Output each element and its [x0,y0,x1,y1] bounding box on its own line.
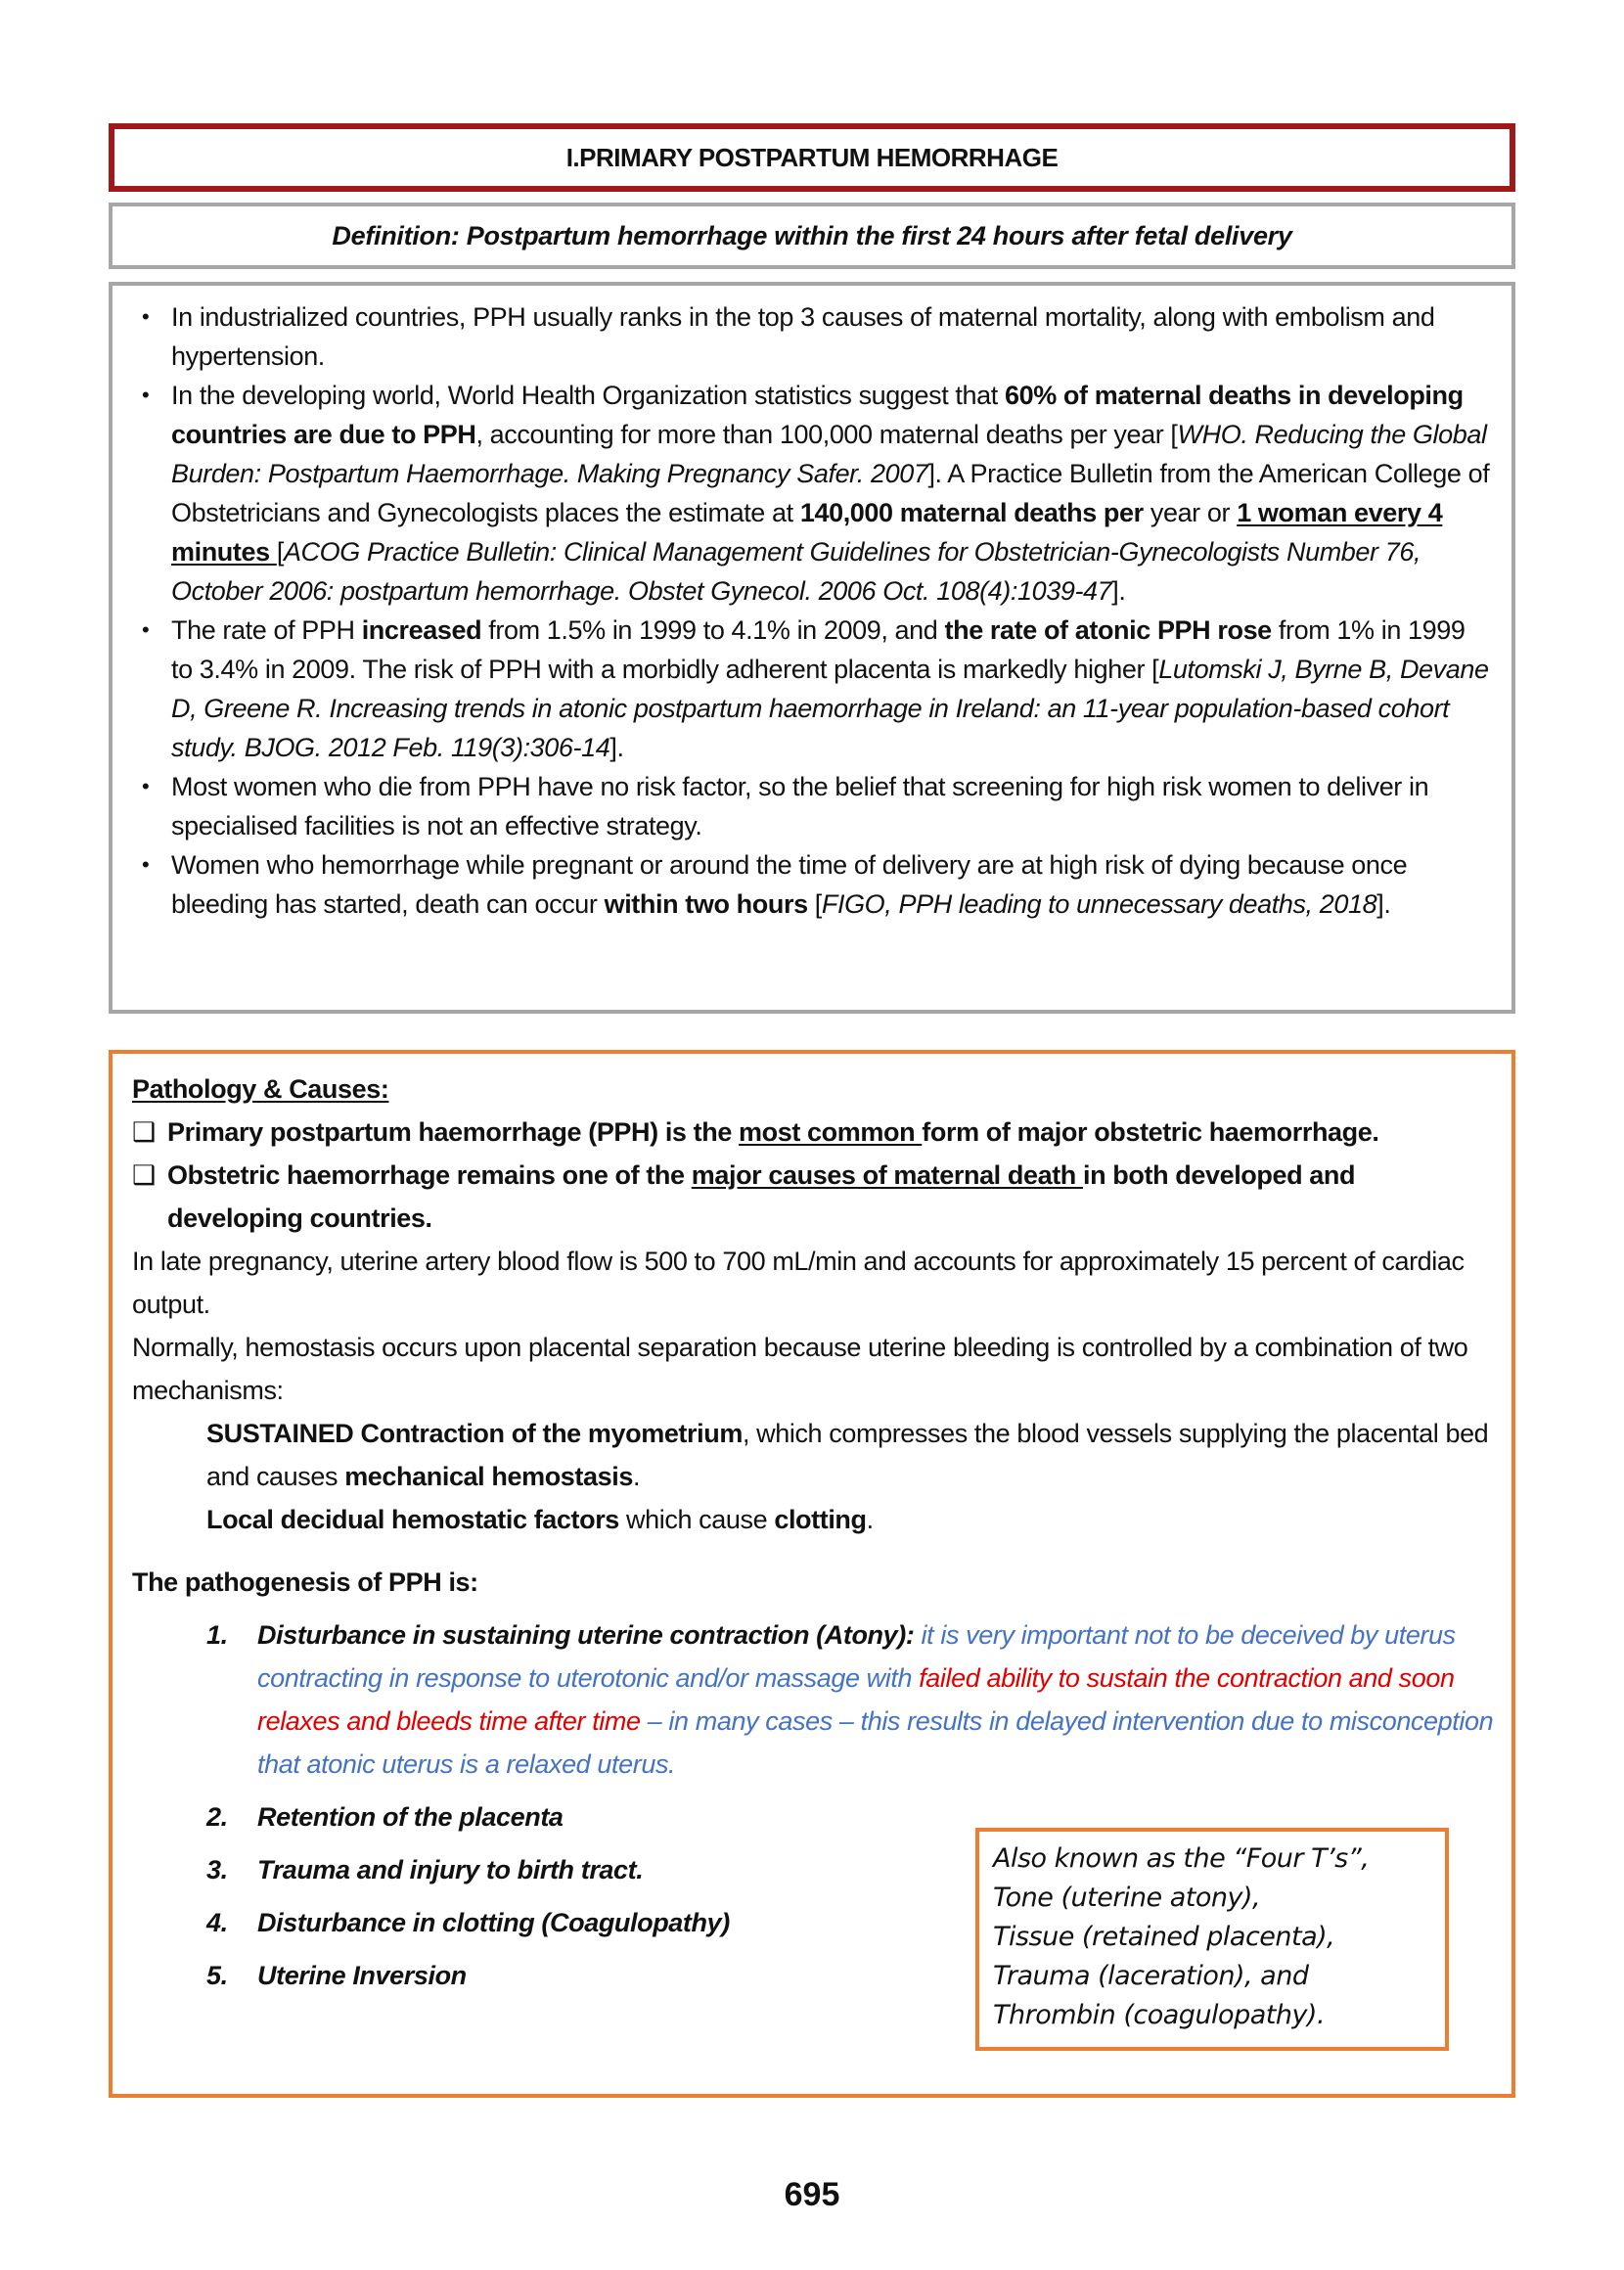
bullet-text-run: from 1% in 1999 to 3.4% in 2009. The risk of PPH with a morbidly adherent placenta is markedly higher [ [171,615,1466,684]
four-ts-line: Tissue (retained placenta), [993,1922,1335,1952]
bullet-text-run: from 1.5% in 1999 to 4.1% in 2009, and [481,615,945,645]
bullet-dot-icon: • [142,774,150,798]
blood-flow-paragraph: In late pregnancy, uterine artery blood flow is 500 to 700 mL/min and accounts for approximately 15 percent of cardiac output. [132,1247,1465,1319]
mechanism-text: . [866,1505,874,1534]
cause-number: 5. [206,1961,228,1990]
bullet-text-run: Lutomski J, Byrne B, Devane D, Greene R. Increasing trends in atonic postpartum haemorrhage in Ireland: an 11-year population-based cohort study. BJOG. 2012 Feb. 119(3):306-14 [171,655,1489,762]
bullet-text-run: 140,000 maternal deaths per [799,498,1144,527]
bullet-text-run: , accounting for more than 100,000 maternal deaths per year [ [475,420,1178,449]
cause-title: Disturbance in clotting (Coagulopathy) [257,1908,730,1937]
checkbox-item [132,1154,1494,1240]
check-text: Primary postpartum haemorrhage (PPH) is the [167,1117,740,1147]
cause-title: Uterine Inversion [257,1961,467,1990]
cause-number: 3. [206,1855,228,1884]
check-text: in both developed and developing countries. [167,1160,1356,1233]
cause-number: 4. [206,1908,228,1937]
definition-text: Definition: Postpartum hemorrhage within the first 24 hours after fetal delivery [332,220,1292,250]
four-ts-line: Thrombin (coagulopathy). [993,2000,1326,2030]
bullet-item [136,297,1492,376]
bullet-item [136,767,1492,845]
checkbox-icon: ❑ [132,1160,156,1190]
four-ts-note-box [975,1828,1449,2051]
cause-number: 2. [206,1802,228,1832]
bullet-text-run: ]. [1376,889,1391,919]
bullet-text-run: ]. [609,733,624,762]
mechanism-item [132,1412,1494,1498]
four-ts-line: Tone (uterine atony), [993,1883,1261,1913]
mechanism-text: . [632,1462,641,1491]
pathology-heading: Pathology & Causes: [132,1074,389,1104]
bullet-text-run: 1 woman every 4 minutes [171,498,1443,567]
check-text: Obstetric haemorrhage remains one of the [167,1160,692,1190]
section-title-box [109,123,1515,192]
pathogenesis-heading: The pathogenesis of PPH is: [132,1567,478,1597]
cause-note-blue: – in many cases – this results in delayed intervention due to misconception that atonic uterus is a relaxed uterus. [257,1706,1494,1779]
bullet-dot-icon: • [142,852,150,877]
cause-item [206,1613,1494,1786]
mechanism-bold: Local decidual hemostatic factors [206,1505,619,1534]
bullet-text-run: In industrialized countries, PPH usually ranks in the top 3 causes of maternal mortality, along with embolism and hypertension. [171,302,1435,371]
bullet-text-run: year or [1143,498,1238,527]
bullet-text-run: WHO. Reducing the Global Burden: Postpartum Haemorrhage. Making Pregnancy Safer. 2007 [171,420,1487,488]
bullet-dot-icon: • [142,617,150,642]
bullet-text-run: FIGO, PPH leading to unnecessary deaths, 2018 [821,889,1377,919]
bullet-text-run: ]. A Practice Bulletin from the American College of Obstetricians and Gynecologists places the estimate at [171,459,1490,527]
cause-note-red: failed ability to sustain the contraction and soon relaxes and bleeds time after time [257,1663,1455,1736]
page-number: 695 [784,2176,840,2213]
bullet-text-run: [ [807,889,822,919]
mechanism-item [132,1498,1494,1541]
mechanism-text: which cause [618,1505,775,1534]
bullet-text-run: Women who hemorrhage while pregnant or around the time of delivery are at high risk of dying because once bleeding has started, death can occur [171,850,1408,919]
bullet-item [136,845,1492,924]
checkbox-icon: ❑ [132,1117,156,1147]
cause-title: Retention of the placenta [257,1802,564,1832]
mechanism-text: , which compresses the blood vessels supplying the placental bed and causes [206,1419,1489,1491]
four-ts-line: Also known as the “Four T’s”, [993,1843,1370,1874]
bullet-text-run: In the developing world, World Health Organization statistics suggest that [171,381,1005,410]
cause-title: Trauma and injury to birth tract. [257,1855,644,1884]
mechanism-bold: clotting [774,1505,867,1534]
bullet-text-run: [ [276,537,284,567]
bullet-text-run: The rate of PPH [171,615,362,645]
cause-note-blue: it is very important not to be deceived by uterus contracting in response to uterotonic and/or massage with [257,1620,1456,1693]
bullet-text-run: ]. [1111,576,1126,606]
mechanism-bold: mechanical hemostasis [344,1462,633,1491]
hemostasis-intro: Normally, hemostasis occurs upon placental separation because uterine bleeding is controlled by a combination of two mechanisms: [132,1333,1468,1405]
epidemiology-box [109,282,1515,1014]
bullet-item [136,376,1492,611]
check-underlined: major causes of maternal death [691,1160,1083,1190]
bullet-item [136,611,1492,767]
mechanism-bold: SUSTAINED Contraction of the myometrium [206,1419,743,1448]
cause-number: 1. [206,1620,228,1650]
bullet-text-run: 60% of maternal deaths in developing countries are due to PPH [171,381,1464,449]
section-title: I.PRIMARY POSTPARTUM HEMORRHAGE [565,142,1059,172]
check-text: form of major obstetric haemorrhage. [922,1117,1379,1147]
four-ts-line: Trauma (laceration), and [993,1961,1309,1991]
definition-box [109,203,1515,269]
bullet-list [136,297,1492,924]
bullet-text-run: increased [361,615,482,645]
bullet-text-run: Most women who die from PPH have no risk factor, so the belief that screening for high risk women to deliver in specialised facilities is not an effective strategy. [171,772,1429,840]
check-underlined: most common [739,1117,923,1147]
bullet-text-run: within two hours [604,889,808,919]
cause-title: Disturbance in sustaining uterine contraction (Atony): [257,1620,915,1650]
bullet-text-run: ACOG Practice Bulletin: Clinical Management Guidelines for Obstetrician-Gynecologists Number 76, October 2006: postpartum hemorrhage. Obstet Gynecol. 2006 Oct. 108(4):1039-47 [171,537,1421,606]
bullet-dot-icon: • [142,383,150,407]
checkbox-item [132,1111,1494,1154]
bullet-text-run: the rate of atonic PPH rose [944,615,1272,645]
bullet-dot-icon: • [142,304,150,329]
